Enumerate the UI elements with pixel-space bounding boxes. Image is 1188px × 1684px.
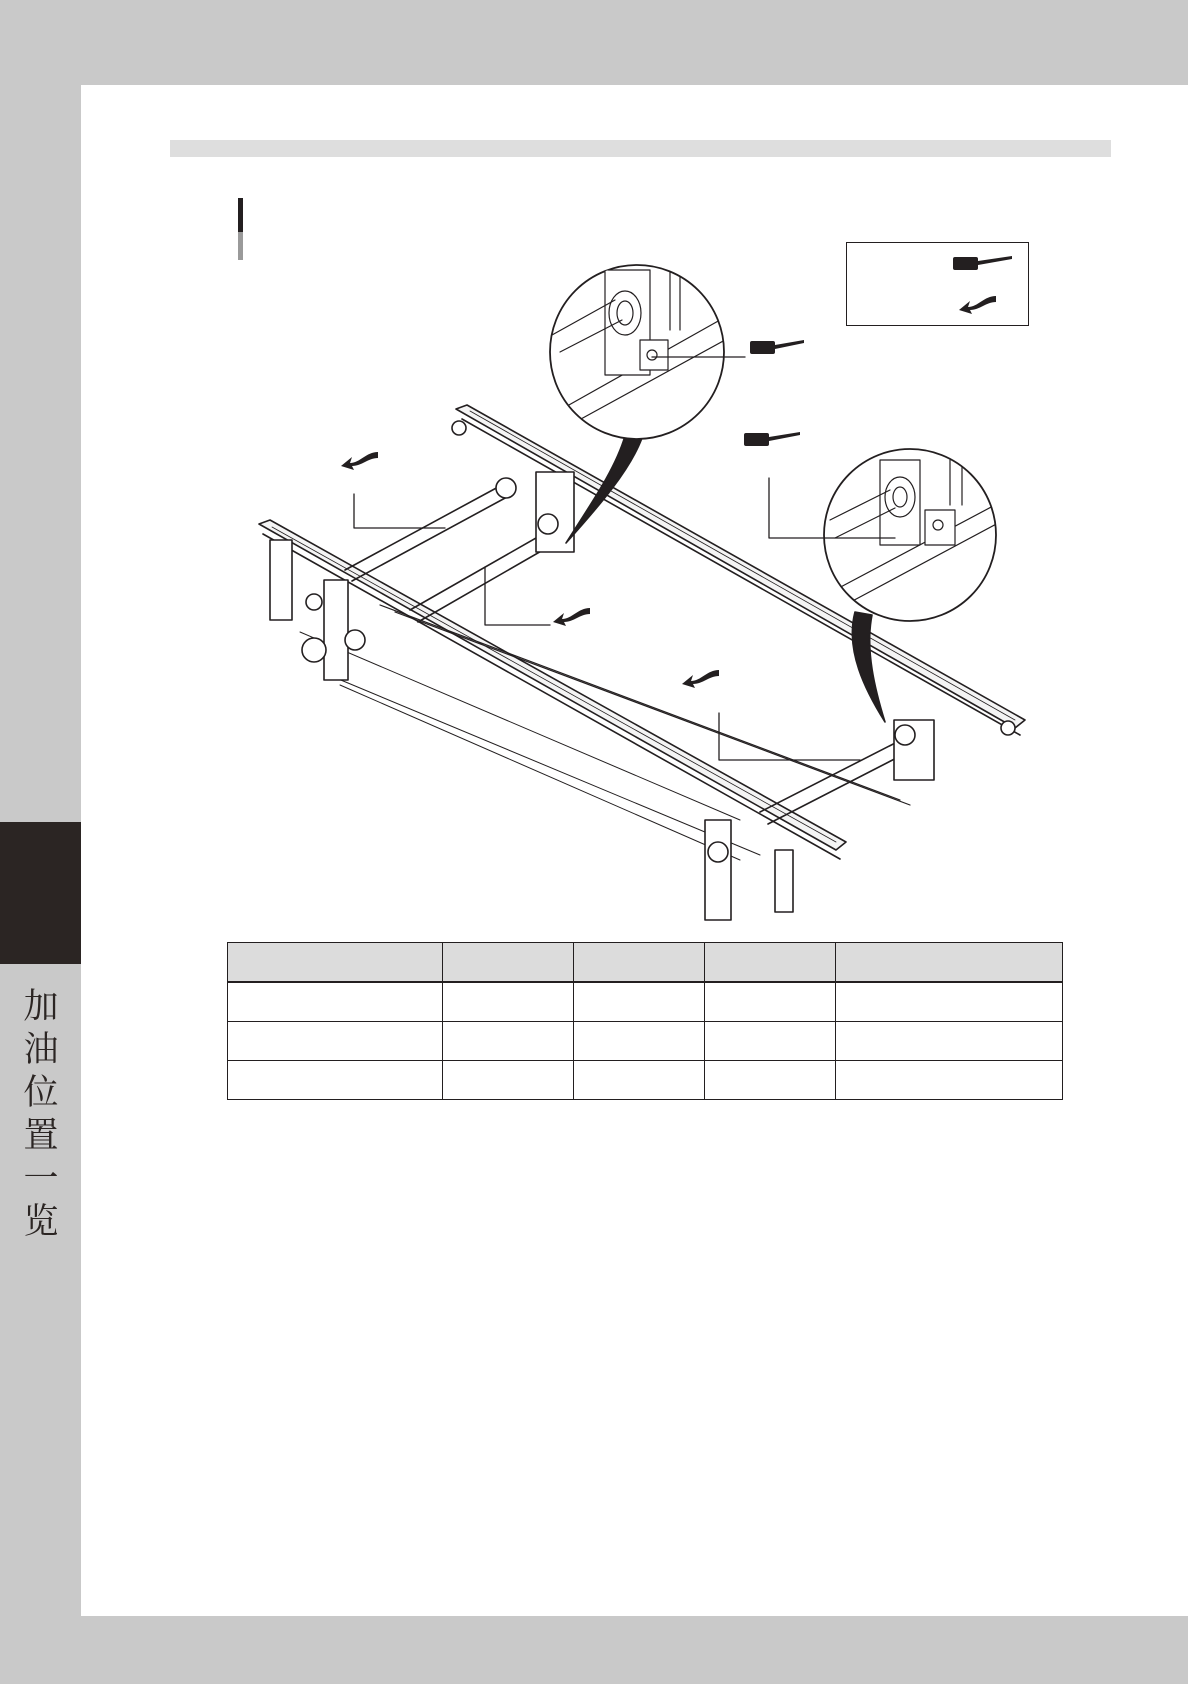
- table-cell: [443, 982, 574, 1022]
- table-row: [228, 1061, 1063, 1100]
- table-row: [228, 982, 1063, 1022]
- table-cell: [443, 1022, 574, 1061]
- table-header-cell: [705, 943, 836, 983]
- table-cell: [574, 982, 705, 1022]
- table-cell: [574, 1061, 705, 1100]
- table-cell: [836, 1061, 1063, 1100]
- table-header-cell: [443, 943, 574, 983]
- lubrication-table: [227, 942, 1063, 1100]
- table-cell: [705, 1022, 836, 1061]
- table-cell: [836, 1022, 1063, 1061]
- table-cell: [836, 982, 1063, 1022]
- table-cell: [228, 982, 443, 1022]
- table-header-row: [228, 943, 1063, 983]
- table-cell: [574, 1022, 705, 1061]
- oil-arrow-icon: [341, 452, 378, 470]
- legend-box: [846, 242, 1029, 326]
- table-cell: [443, 1061, 574, 1100]
- detail-callout-right: [824, 449, 1000, 722]
- grease-gun-icon: [744, 432, 800, 446]
- table-cell: [228, 1061, 443, 1100]
- table-cell: [705, 982, 836, 1022]
- table-cell: [228, 1022, 443, 1061]
- oil-arrow-icon: [553, 608, 590, 626]
- table-row: [228, 1022, 1063, 1061]
- table-header-cell: [836, 943, 1063, 983]
- frame-rail-inner: [380, 605, 910, 805]
- side-tab-title: 加油位置一览: [23, 987, 59, 1242]
- table-cell: [705, 1061, 836, 1100]
- grease-gun-icon: [750, 340, 804, 354]
- table-header-cell: [228, 943, 443, 983]
- oil-arrow-icon: [682, 670, 719, 688]
- table-header-cell: [574, 943, 705, 983]
